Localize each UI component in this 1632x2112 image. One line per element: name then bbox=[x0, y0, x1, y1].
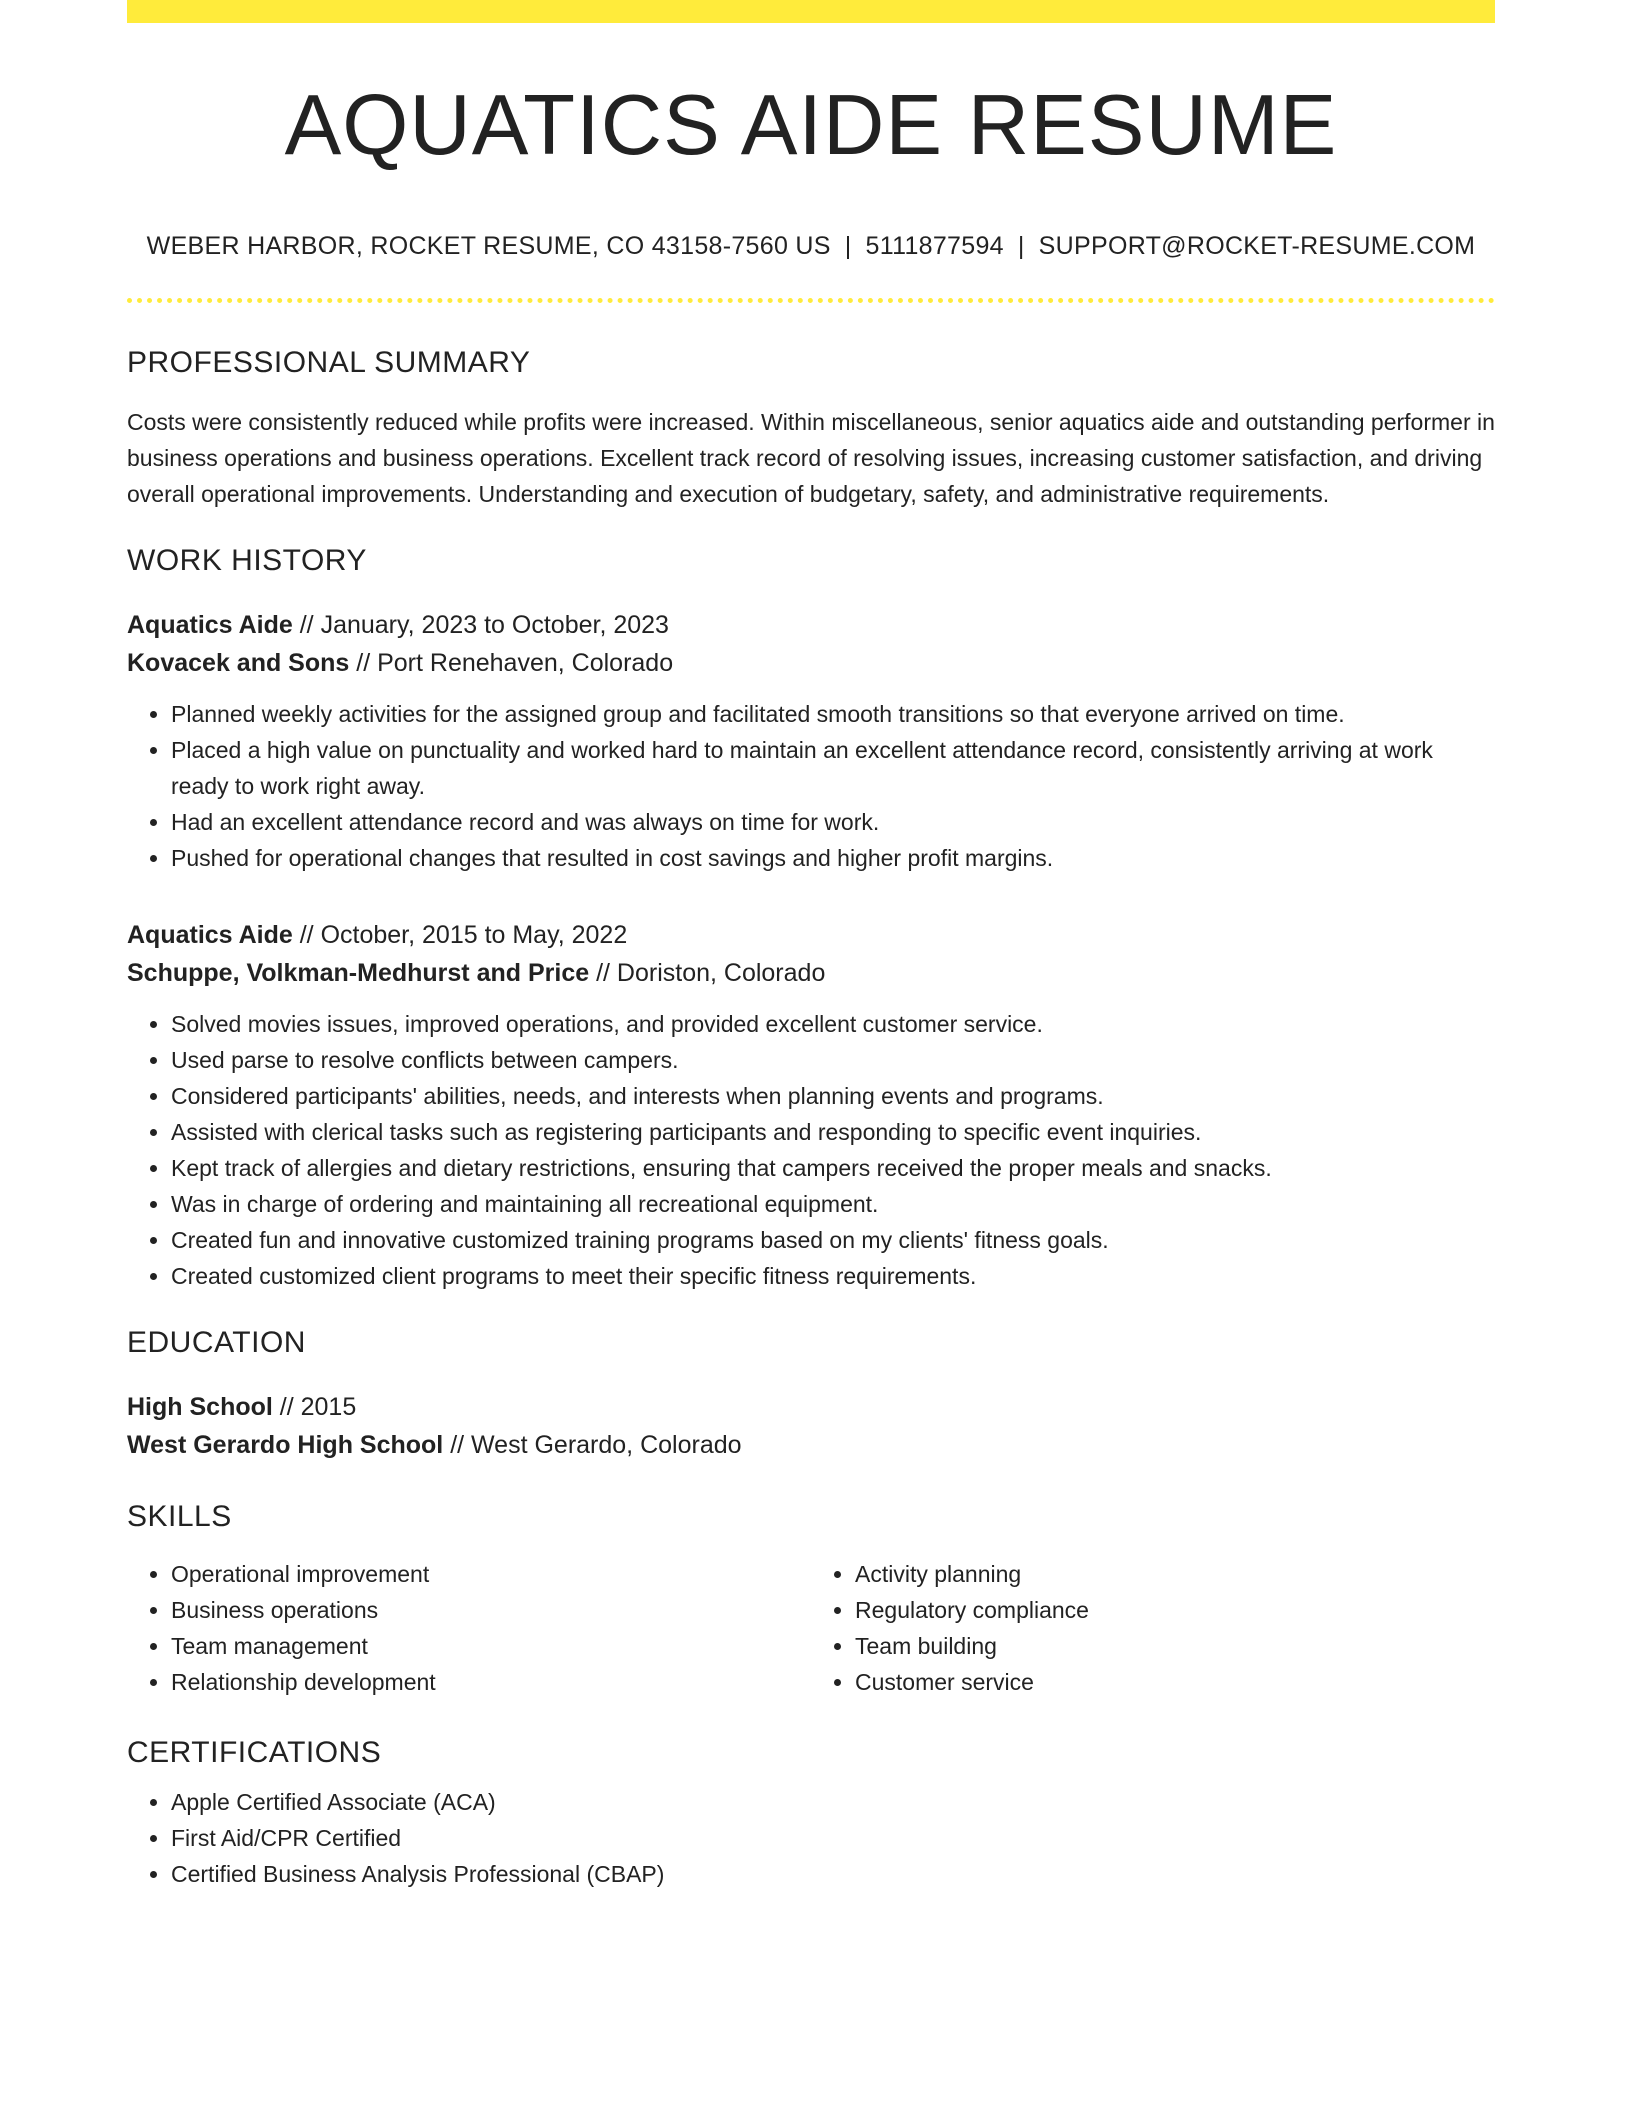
address: WEBER HARBOR, ROCKET RESUME, CO 43158-7560 US bbox=[146, 232, 831, 260]
contact-line bbox=[127, 232, 1495, 261]
education-heading: EDUCATION bbox=[127, 1326, 306, 1359]
list-item: • Business operations bbox=[171, 1592, 811, 1628]
education-location: // West Gerardo, Colorado bbox=[443, 1431, 742, 1459]
list-item: • Activity planning bbox=[855, 1556, 1495, 1592]
list-item: • Team management bbox=[171, 1628, 811, 1664]
resume-page bbox=[127, 0, 1495, 1892]
skills-heading: SKILLS bbox=[127, 1500, 232, 1533]
list-item: • Kept track of allergies and dietary restrictions, ensuring that campers received the proper meals and snacks. bbox=[171, 1150, 1495, 1186]
dotted-divider bbox=[127, 298, 1495, 303]
accent-bar bbox=[127, 0, 1495, 23]
job-company-line bbox=[127, 954, 1495, 992]
list-item: • First Aid/CPR Certified bbox=[171, 1820, 1495, 1856]
list-item: • Planned weekly activities for the assigned group and facilitated smooth transitions so that everyone arrived on time. bbox=[171, 696, 1495, 732]
list-item: • Regulatory compliance bbox=[855, 1592, 1495, 1628]
list-item: • Used parse to resolve conflicts between campers. bbox=[171, 1042, 1495, 1078]
job-location: // Port Renehaven, Colorado bbox=[349, 649, 674, 677]
work-history-heading: WORK HISTORY bbox=[127, 544, 367, 577]
list-item: • Pushed for operational changes that resulted in cost savings and higher profit margins. bbox=[171, 840, 1495, 876]
list-item: • Was in charge of ordering and maintaining all recreational equipment. bbox=[171, 1186, 1495, 1222]
job-bullets bbox=[127, 1006, 1495, 1294]
job-entry bbox=[127, 606, 1495, 876]
job-entry bbox=[127, 916, 1495, 1294]
separator: | bbox=[844, 232, 852, 260]
education-degree: High School bbox=[127, 1393, 273, 1421]
list-item: • Team building bbox=[855, 1628, 1495, 1664]
list-item: • Operational improvement bbox=[171, 1556, 811, 1592]
job-dates: // January, 2023 to October, 2023 bbox=[292, 611, 669, 639]
job-dates: // October, 2015 to May, 2022 bbox=[292, 921, 628, 949]
job-company-line bbox=[127, 644, 1495, 682]
certifications-heading: CERTIFICATIONS bbox=[127, 1736, 382, 1769]
list-item: • Relationship development bbox=[171, 1664, 811, 1700]
list-item: • Assisted with clerical tasks such as registering participants and responding to specific event inquiries. bbox=[171, 1114, 1495, 1150]
summary-heading: PROFESSIONAL SUMMARY bbox=[127, 346, 531, 379]
separator: | bbox=[1017, 232, 1025, 260]
phone: 5111877594 bbox=[865, 232, 1004, 260]
list-item: • Apple Certified Associate (ACA) bbox=[171, 1784, 1495, 1820]
skills-list-left bbox=[127, 1556, 811, 1700]
certifications-list bbox=[127, 1784, 1495, 1892]
job-title-line bbox=[127, 606, 1495, 644]
job-location: // Doriston, Colorado bbox=[589, 959, 826, 987]
education-year: // 2015 bbox=[272, 1393, 357, 1421]
email: SUPPORT@ROCKET-RESUME.COM bbox=[1038, 232, 1476, 260]
page-title: AQUATICS AIDE RESUME bbox=[284, 78, 1338, 173]
skills-list-right bbox=[811, 1556, 1495, 1700]
education-entry bbox=[127, 1388, 1495, 1464]
job-bullets bbox=[127, 696, 1495, 876]
job-title-line bbox=[127, 916, 1495, 954]
education-school: West Gerardo High School bbox=[127, 1431, 444, 1459]
list-item: • Considered participants' abilities, needs, and interests when planning events and programs. bbox=[171, 1078, 1495, 1114]
job-company: Schuppe, Volkman-Medhurst and Price bbox=[127, 959, 590, 987]
list-item: • Solved movies issues, improved operations, and provided excellent customer service. bbox=[171, 1006, 1495, 1042]
list-item: • Placed a high value on punctuality and worked hard to maintain an excellent attendance record, consistently arriving at work ready to work right away. bbox=[171, 732, 1495, 804]
summary-text: Costs were consistently reduced while profits were increased. Within miscellaneous, senior aquatics aide and outstanding performer in business operations and business operations. Excellent track record of resolving issues, increasing customer satisfaction, and driving overall operational improvements. Understanding and execution of budgetary, safety, and administrative requirements. bbox=[127, 409, 1495, 507]
education-degree-line bbox=[127, 1388, 1495, 1426]
list-item: • Had an excellent attendance record and was always on time for work. bbox=[171, 804, 1495, 840]
job-title: Aquatics Aide bbox=[127, 921, 293, 949]
job-company: Kovacek and Sons bbox=[127, 649, 350, 677]
list-item: • Customer service bbox=[855, 1664, 1495, 1700]
job-title: Aquatics Aide bbox=[127, 611, 293, 639]
list-item: • Created fun and innovative customized training programs based on my clients' fitness goals. bbox=[171, 1222, 1495, 1258]
education-school-line bbox=[127, 1426, 1495, 1464]
skills-grid bbox=[127, 1556, 1495, 1700]
list-item: • Certified Business Analysis Professional (CBAP) bbox=[171, 1856, 1495, 1892]
list-item: • Created customized client programs to meet their specific fitness requirements. bbox=[171, 1258, 1495, 1294]
